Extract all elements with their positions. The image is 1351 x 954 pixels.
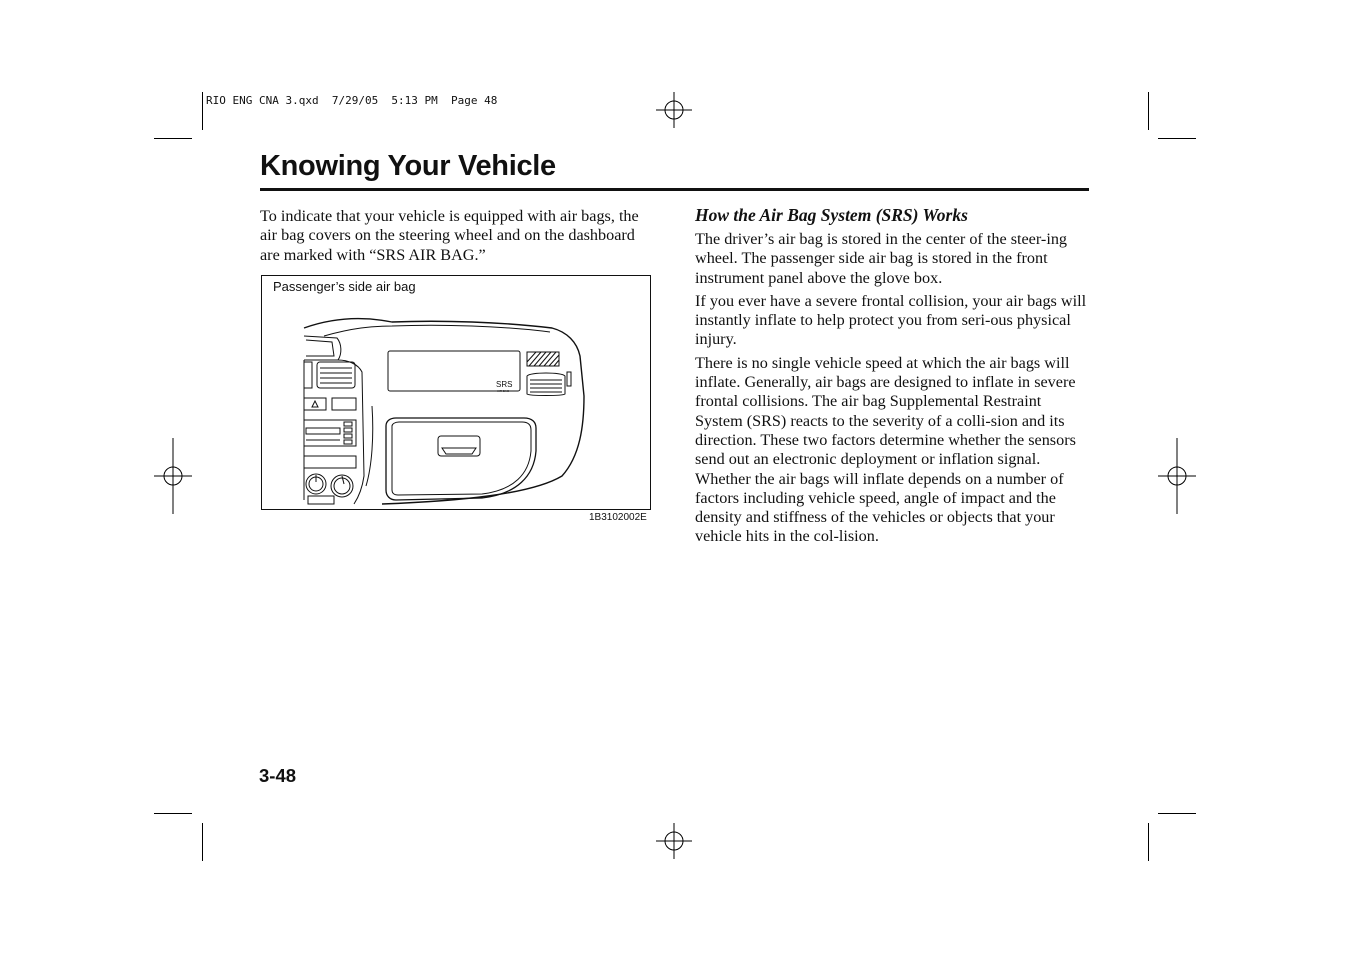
srs-airbag-small-text: AIR BAG	[497, 389, 510, 393]
page-number: 3-48	[259, 765, 297, 786]
registration-mark-bottom-icon	[656, 823, 692, 859]
paragraph-collision: If you ever have a severe frontal collision, your air bags will instantly inflate to help protect you from seri-ous physical injury.	[695, 291, 1087, 349]
airbag-section-heading: How the Air Bag System (SRS) Works	[695, 205, 968, 225]
figure-label: Passenger’s side air bag	[273, 279, 416, 294]
dashboard-illustration	[262, 276, 649, 508]
registration-mark-left-icon	[154, 438, 192, 514]
paragraph-inflation: There is no single vehicle speed at which the air bags will inflate. Generally, air bags are designed to inflate in severe frontal collisions. The air bag Supplemental Restraint System (SRS) reacts to the severity of a colli-sion and its direction. These two factors determine whether the sensors send out an electronic deployment or inflation signal. Whether the air bags will inflate depends on a number of factors including vehicle speed, angle of impact and the density and stiffness of the vehicles or objects that your vehicle hits in the col-lision.	[695, 353, 1076, 546]
airbag-figure	[261, 275, 651, 510]
registration-mark-right-icon	[1158, 438, 1196, 514]
title-rule	[260, 188, 1089, 191]
print-slug: RIO ENG CNA 3.qxd 7/29/05 5:13 PM Page 48	[206, 94, 498, 107]
registration-mark-top-icon	[656, 92, 692, 128]
right-column	[695, 205, 1090, 551]
paragraph-storage: The driver’s air bag is stored in the center of the steer-ing wheel. The passenger side air bag is stored in the front instrument panel above the glove box.	[695, 230, 1068, 287]
figure-code: 1B3102002E	[589, 512, 647, 523]
section-title: Knowing Your Vehicle	[260, 150, 556, 182]
intro-paragraph: To indicate that your vehicle is equipped with air bags, the air bag covers on the steering wheel and on the dashboard are marked with “SRS AIR BAG.”	[260, 207, 639, 264]
srs-mark: SRS	[496, 380, 513, 389]
left-column	[260, 207, 655, 269]
